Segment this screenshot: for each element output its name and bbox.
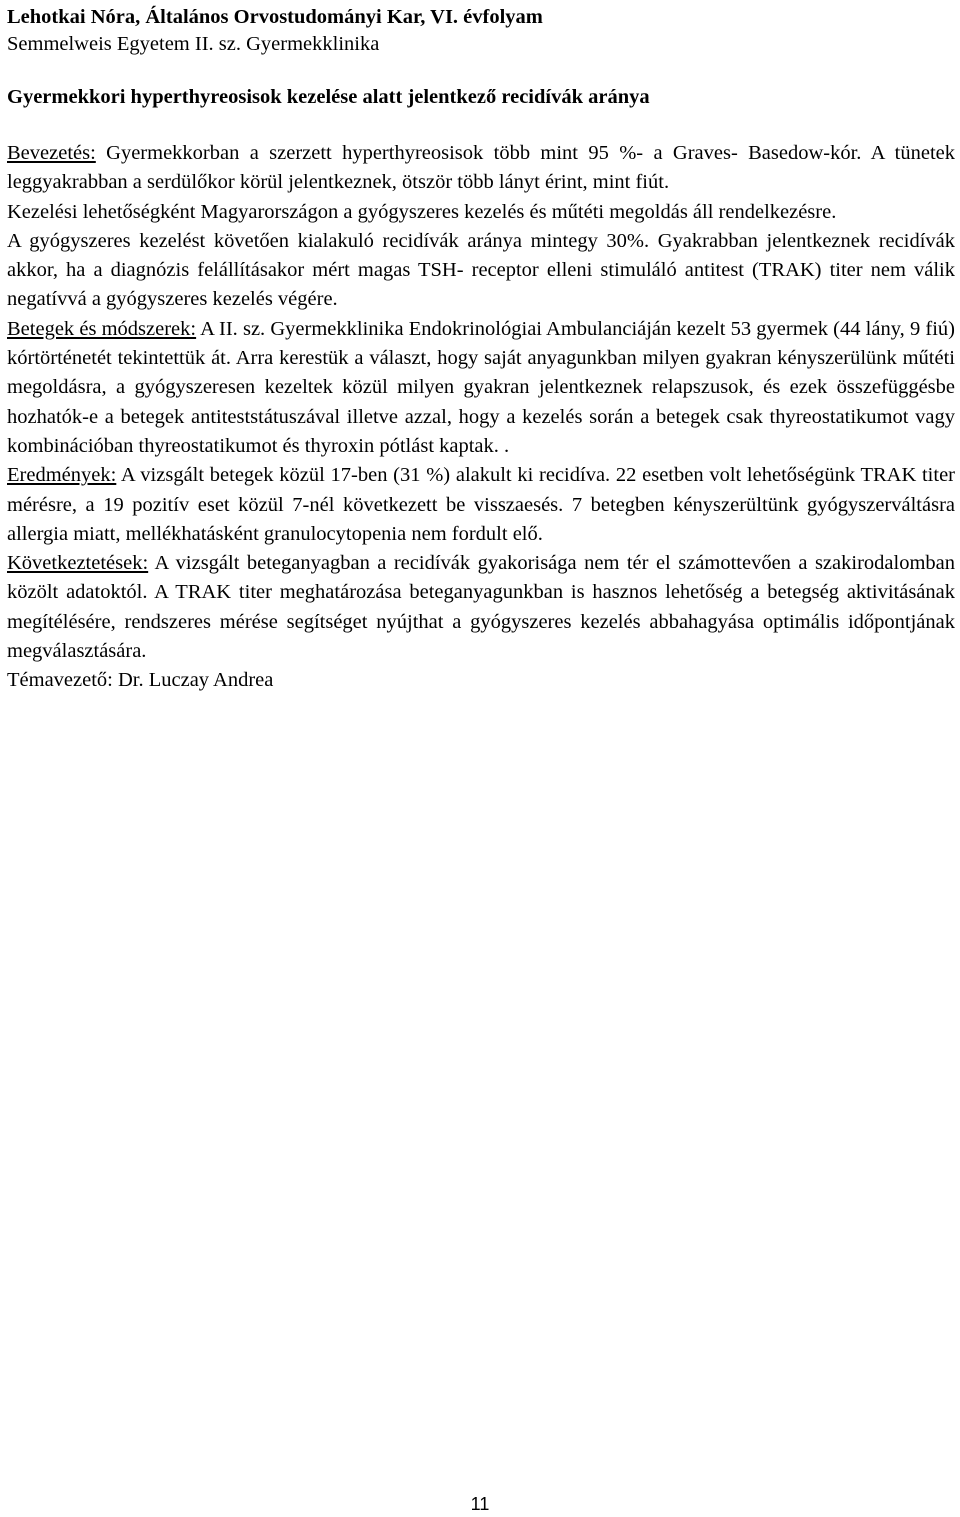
intro-label: Bevezetés: <box>7 142 96 164</box>
intro-text: Gyermekkorban a szerzett hyperthyreosisok több mint 95 %- a Graves- Basedow-kór. A tünetek leggyakrabban a serdülőkor körül jelentkeznek, ötször több lányt érint, mint fiút. <box>7 142 955 194</box>
document-page <box>7 4 955 696</box>
intro-paragraph-3: A gyógyszeres kezelést követően kialakuló recidívák aránya mintegy 30%. Gyakrabban jelentkeznek recidívák akkor, ha a diagnózis felállításakor mért magas TSH- receptor elleni stimuláló antitest (TRAK) titer nem válik negatívvá a gyógyszeres kezelés végére. <box>7 229 955 311</box>
results-text: A vizsgált betegek közül 17-ben (31 %) alakult ki recidíva. 22 esetben volt lehetőségünk TRAK titer mérésre, a 19 pozitív eset közül 7-nél következett be visszaesés. 7 betegben kényszerültünk gyógyszerváltásra allergia miatt, mellékhatásként granulocytopenia nem fordult elő. <box>7 464 955 545</box>
page-number: 11 <box>470 1494 490 1514</box>
conclusions-paragraph <box>7 549 955 666</box>
supervisor-line: Témavezető: Dr. Luczay Andrea <box>7 669 274 692</box>
methods-text: A II. sz. Gyermekklinika Endokrinológiai Ambulanciáján kezelt 53 gyermek (44 lány, 9 fiú) kórtörténetét tekintettük át. Arra kerestük a választ, hogy saját anyagunkban milyen gyakran kényszerülünk műtéti megoldásra, a gyógyszeresen kezeltek közül milyen gyakran jelentkeznek relapszusok, és ezek összefüggésbe hozhatók-e a betegek antiteststátuszával illetve azzal, hogy a kezelés során a betegek csak thyreostatikumot vagy kombinációban thyreostatikumot és thyroxin pótlást kaptak. . <box>7 317 955 457</box>
intro-paragraph <box>7 139 955 198</box>
conclusions-label: Következtetések: <box>7 552 149 575</box>
abstract-title: Gyermekkori hyperthyreosisok kezelése alatt jelentkező recidívák aránya <box>7 86 650 108</box>
results-label: Eredmények: <box>7 464 117 487</box>
conclusions-text: A vizsgált beteganyagban a recidívák gyakorisága nem tér el számottevően a szakirodalomban közölt adatoktól. A TRAK titer meghatározása beteganyagunkban is hasznos lehetőség a betegség aktivitásának megítélésére, rendszeres mérése segítséget nyújthat a gyógyszeres kezelés abbahagyása optimális időpontjának megválasztására. <box>7 552 955 663</box>
methods-paragraph <box>7 315 955 461</box>
author-line: Lehotkai Nóra, Általános Orvostudományi Kar, VI. évfolyam <box>7 6 543 28</box>
results-paragraph <box>7 461 955 549</box>
intro-paragraph-2: Kezelési lehetőségként Magyarországon a gyógyszeres kezelés és műtéti megoldás áll rendelkezésre. <box>7 200 837 223</box>
affiliation-line: Semmelweis Egyetem II. sz. Gyermekklinika <box>7 33 380 55</box>
methods-label: Betegek és módszerek: <box>7 317 197 340</box>
